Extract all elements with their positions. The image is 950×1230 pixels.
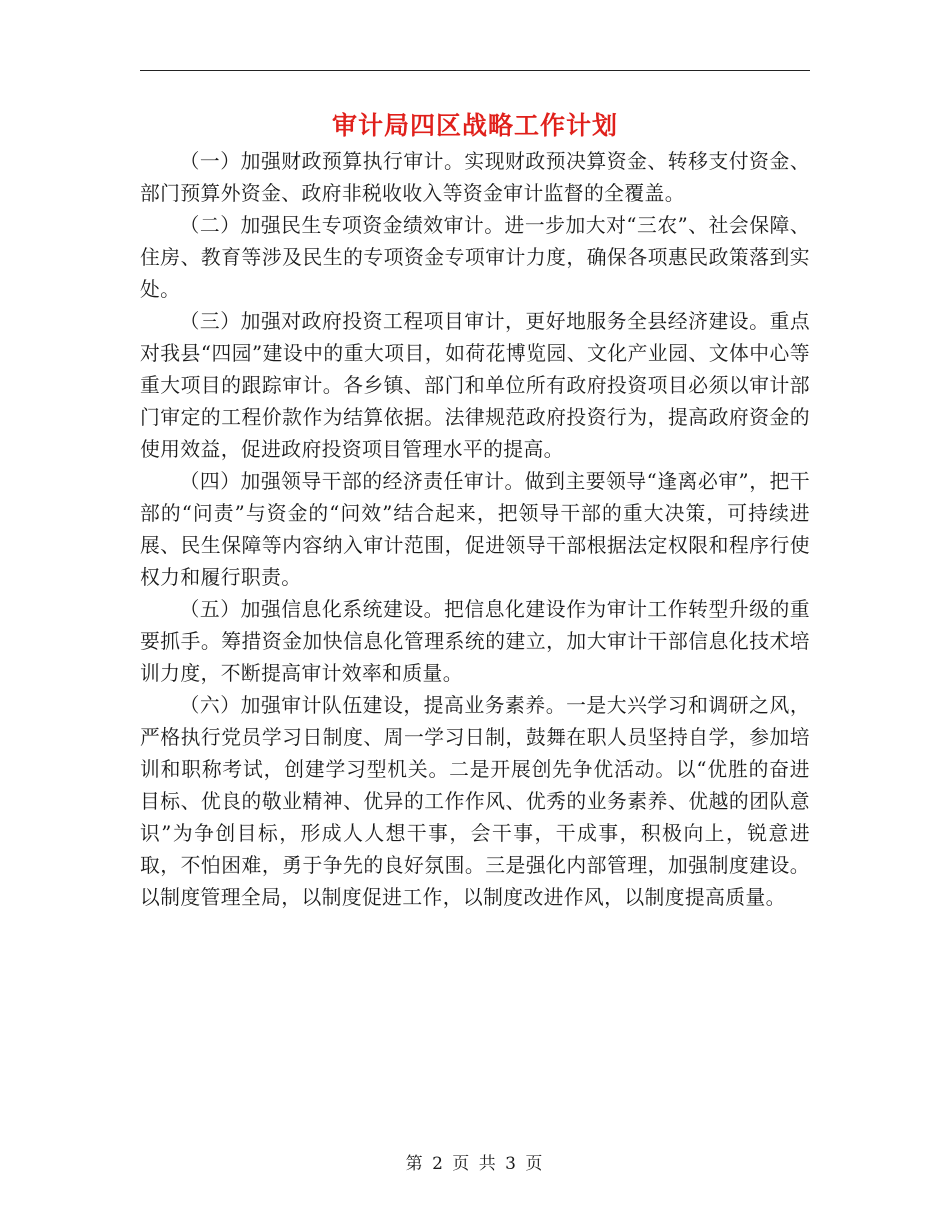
paragraph-1: （一）加强财政预算执行审计。实现财政预决算资金、转移支付资金、部门预算外资金、政府非税收收入等资金审计监督的全覆盖。 xyxy=(140,150,810,205)
page-number-footer: 第 2 页 共 3 页 xyxy=(405,1154,545,1174)
paragraph-4: （四）加强领导干部的经济责任审计。做到主要领导“逢离必审”，把干部的“问责”与资金的“问效”结合起来，把领导干部的重大决策，可持续进展、民生保障等内容纳入审计范围，促进领导干部根据法定权限和程序行使权力和履行职责。 xyxy=(140,470,810,589)
paragraph-6: （六）加强审计队伍建设，提高业务素养。一是大兴学习和调研之风，严格执行党员学习日制度、周一学习日制，鼓舞在职人员坚持自学，参加培训和职称考试，创建学习型机关。二是开展创先争优活动。以“优胜的奋进目标、优良的敬业精神、优异的工作作风、优秀的业务素养、优越的团队意识”为争创目标，形成人人想干事，会干事，干成事，积极向上，锐意进取，不怕困难，勇于争先的良好氛围。三是强化内部管理，加强制度建设。以制度管理全局，以制度促进工作，以制度改进作风，以制度提高质量。 xyxy=(140,694,810,909)
paragraph-5: （五）加强信息化系统建设。把信息化建设作为审计工作转型升级的重要抓手。筹措资金加快信息化管理系统的建立，加大审计干部信息化技术培训力度，不断提高审计效率和质量。 xyxy=(140,598,810,685)
document-body xyxy=(140,146,810,914)
document-title: 审计局四区战略工作计划 xyxy=(331,111,618,140)
paragraph-3: （三）加强对政府投资工程项目审计，更好地服务全县经济建设。重点对我县“四园”建设中的重大项目，如荷花博览园、文化产业园、文体中心等重大项目的跟踪审计。各乡镇、部门和单位所有政府投资项目必须以审计部门审定的工程价款作为结算依据。法律规范政府投资行为，提高政府资金的使用效益，促进政府投资项目管理水平的提高。 xyxy=(140,310,810,461)
paragraph-2: （二）加强民生专项资金绩效审计。进一步加大对“三农”、社会保障、住房、教育等涉及民生的专项资金专项审计力度，确保各项惠民政策落到实处。 xyxy=(140,214,810,301)
header-rule xyxy=(140,70,810,71)
